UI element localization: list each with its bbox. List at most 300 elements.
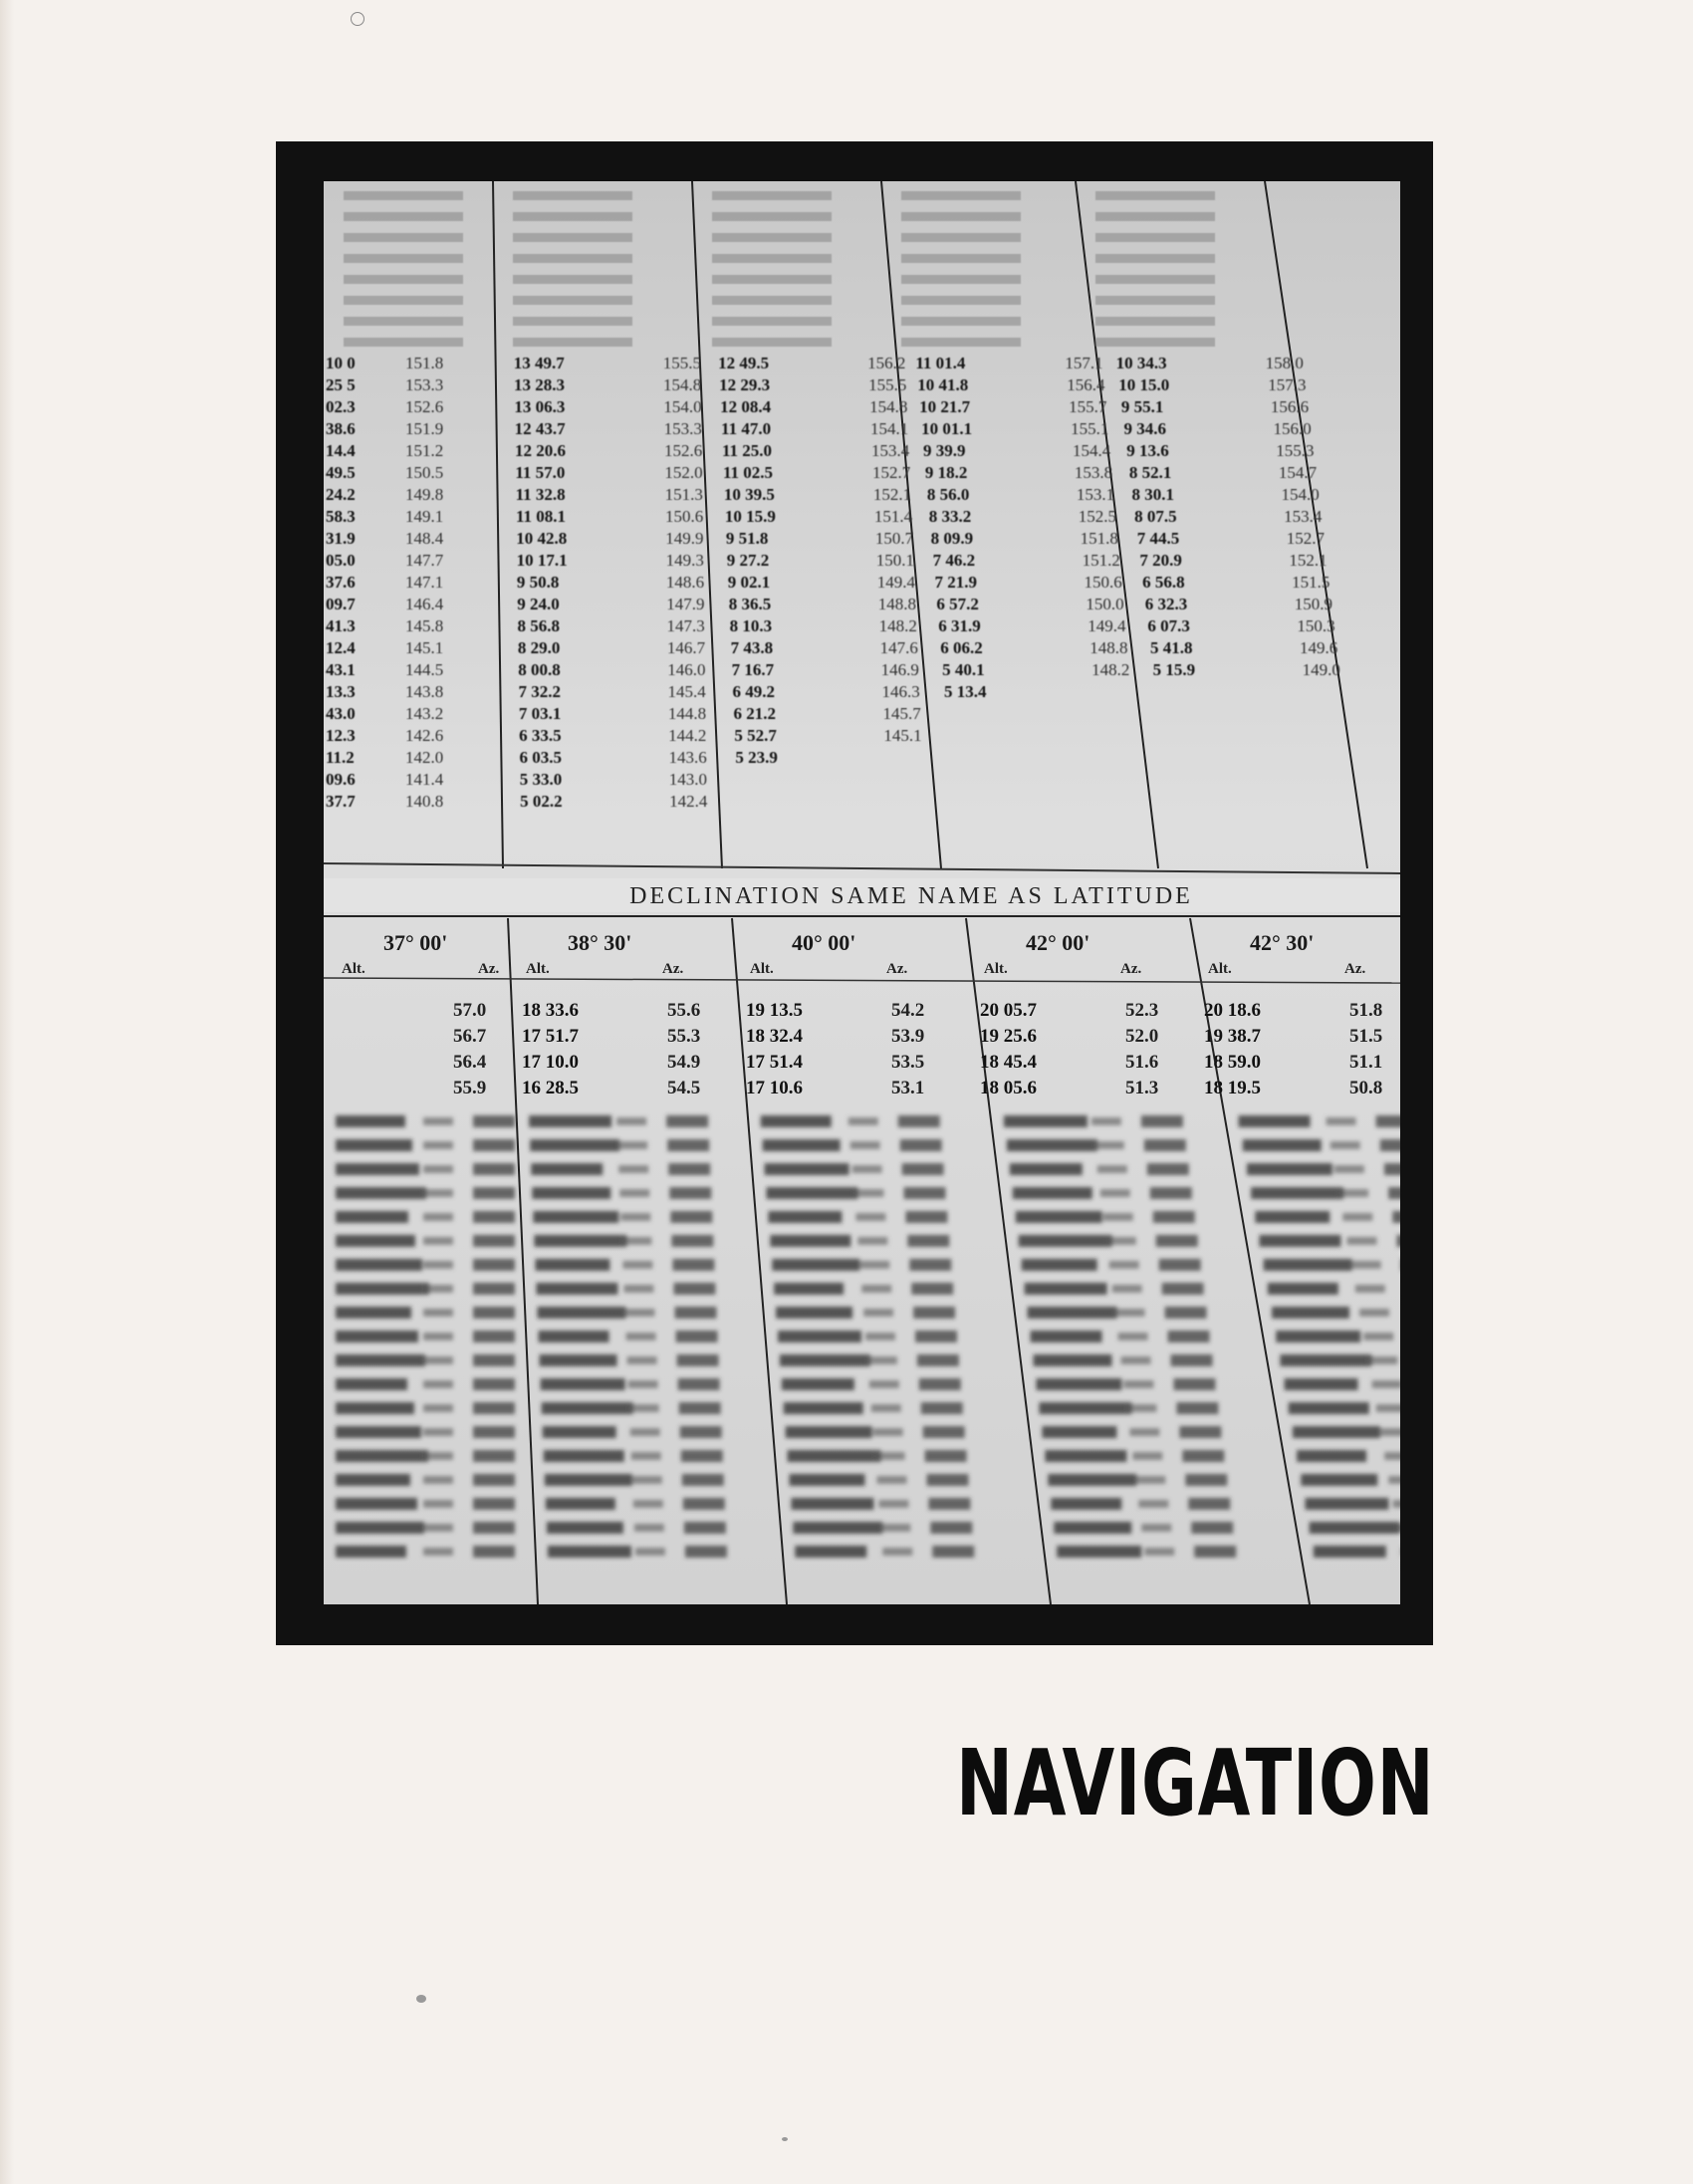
- paper-speck: [416, 1995, 426, 2003]
- blurred-az: [1147, 1163, 1189, 1175]
- az-value: 152.6: [405, 397, 444, 416]
- az-value: 157.3: [1268, 375, 1307, 394]
- blurred-alt: [1028, 1307, 1117, 1319]
- blurred-alt: [1042, 1426, 1116, 1438]
- az-value: 53.1: [891, 1078, 925, 1098]
- column-header: 42° 00': [1026, 930, 1090, 955]
- blurred-diff: [634, 1524, 664, 1532]
- blurred-az: [1384, 1163, 1400, 1175]
- blurred-az: [473, 1378, 515, 1390]
- blurred-alt: [533, 1211, 618, 1223]
- blurred-az: [917, 1354, 959, 1366]
- blurred-alt: [1251, 1187, 1343, 1199]
- blurred-az: [681, 1450, 723, 1462]
- alt-value: 8 52.1: [1128, 463, 1172, 482]
- blurred-az: [1185, 1474, 1227, 1486]
- blurred-diff: [423, 1548, 453, 1556]
- blurred-alt: [772, 1259, 859, 1271]
- az-value: 52.3: [1125, 1000, 1159, 1021]
- blurred-alt: [1285, 1378, 1358, 1390]
- blurred-diff: [633, 1500, 663, 1508]
- alt-value: 13 06.3: [514, 397, 566, 416]
- alt-value: 11 02.5: [722, 463, 774, 482]
- blurred-alt: [545, 1474, 632, 1486]
- alt-value: 5 40.1: [942, 660, 985, 679]
- blurred-alt: [788, 1450, 881, 1462]
- az-value: 153.4: [871, 441, 910, 460]
- az-value: 54.9: [667, 1052, 701, 1073]
- blurred-diff: [1126, 1404, 1156, 1412]
- az-value: 152.7: [871, 463, 911, 482]
- blurred-diff: [1132, 1452, 1162, 1460]
- blurred-az: [667, 1139, 709, 1151]
- az-value: 150.6: [1084, 573, 1122, 592]
- blurred-diff: [1141, 1524, 1171, 1532]
- alt-value: 9 18.2: [924, 463, 968, 482]
- az-value: 151.8: [1080, 529, 1118, 548]
- az-value: 152.7: [1286, 529, 1326, 548]
- blurred-alt: [336, 1187, 426, 1199]
- alt-value: 9 24.0: [517, 595, 560, 613]
- faint-row: [513, 212, 632, 221]
- blurred-alt: [1272, 1307, 1349, 1319]
- az-value: 147.3: [666, 616, 705, 635]
- az-value: 147.1: [405, 573, 444, 592]
- blurred-diff: [423, 1356, 453, 1364]
- blurred-diff: [423, 1165, 453, 1173]
- faint-row: [712, 296, 832, 305]
- az-value: 151.5: [1292, 573, 1330, 592]
- az-value: 55.6: [667, 1000, 701, 1021]
- blurred-az: [907, 1235, 949, 1247]
- blurred-alt: [1293, 1426, 1380, 1438]
- az-value: 154.7: [1278, 463, 1318, 482]
- alt-value: 6 06.2: [940, 638, 983, 657]
- blurred-alt: [770, 1235, 850, 1247]
- blurred-alt: [1239, 1115, 1311, 1127]
- blurred-alt: [1004, 1115, 1088, 1127]
- az-value: 143.0: [668, 770, 708, 789]
- blurred-alt: [1036, 1378, 1121, 1390]
- blurred-diff: [423, 1309, 453, 1317]
- blurred-diff: [1100, 1189, 1130, 1197]
- blurred-az: [1392, 1211, 1400, 1223]
- blurred-az: [676, 1331, 718, 1342]
- az-value: 149.4: [1088, 616, 1126, 635]
- az-value: 150.3: [1297, 616, 1335, 635]
- alt-value: 58.3: [326, 507, 356, 526]
- blurred-diff: [423, 1285, 453, 1293]
- blurred-alt: [1019, 1235, 1112, 1247]
- blurred-alt: [1301, 1474, 1377, 1486]
- blurred-az: [473, 1163, 515, 1175]
- blurred-az: [473, 1546, 515, 1558]
- blurred-alt: [529, 1115, 611, 1127]
- alt-value: 37.7: [326, 792, 356, 811]
- az-value: 153.3: [405, 375, 444, 394]
- faint-row: [344, 254, 463, 263]
- blurred-alt: [336, 1474, 410, 1486]
- blurred-az: [1396, 1235, 1400, 1247]
- blurred-alt: [1048, 1474, 1136, 1486]
- alt-value: 9 34.6: [1123, 419, 1167, 438]
- blurred-az: [1176, 1402, 1218, 1414]
- az-value: 155.7: [1069, 397, 1107, 416]
- blurred-alt: [1054, 1522, 1131, 1534]
- az-value: 151.9: [405, 419, 444, 438]
- az-value: 152.5: [1078, 507, 1116, 526]
- blurred-diff: [1115, 1309, 1145, 1317]
- blurred-diff: [423, 1500, 453, 1508]
- az-value: 150.7: [874, 529, 914, 548]
- alt-value: 25 5: [326, 375, 356, 394]
- az-value: 150.6: [664, 507, 704, 526]
- az-value: 152.1: [872, 485, 912, 504]
- alt-value: 11 57.0: [515, 463, 566, 482]
- blurred-az: [905, 1211, 947, 1223]
- blurred-az: [685, 1546, 727, 1558]
- blurred-alt: [1057, 1546, 1141, 1558]
- blurred-az: [927, 1474, 969, 1486]
- alt-value: 12 20.6: [515, 441, 566, 460]
- page-title: NAVIGATION: [956, 1730, 1435, 1836]
- az-value: 53.9: [891, 1026, 925, 1047]
- blurred-alt: [336, 1331, 418, 1342]
- faint-row: [344, 317, 463, 326]
- az-value: 147.7: [405, 551, 444, 570]
- alt-value: 37.6: [326, 573, 356, 592]
- faint-row: [901, 296, 1021, 305]
- blurred-alt: [336, 1378, 407, 1390]
- blurred-diff: [423, 1380, 453, 1388]
- az-sub-header: Az.: [662, 961, 684, 977]
- blurred-az: [923, 1426, 965, 1438]
- blurred-az: [669, 1187, 711, 1199]
- az-value: 146.0: [667, 660, 706, 679]
- az-value: 151.2: [1082, 551, 1120, 570]
- az-value: 148.8: [1089, 638, 1128, 657]
- blurred-diff: [1123, 1380, 1153, 1388]
- az-value: 147.6: [879, 638, 918, 657]
- blurred-diff: [616, 1117, 646, 1125]
- faint-row: [1095, 275, 1215, 284]
- blurred-diff: [629, 1404, 659, 1412]
- blurred-az: [1144, 1139, 1186, 1151]
- blurred-az: [925, 1450, 967, 1462]
- az-value: 148.4: [405, 529, 444, 548]
- alt-value: 10 42.8: [516, 529, 568, 548]
- blurred-diff: [1376, 1404, 1400, 1412]
- blurred-az: [1171, 1354, 1213, 1366]
- blurred-diff: [1144, 1548, 1174, 1556]
- alt-value: 12 29.3: [719, 375, 771, 394]
- blurred-diff: [635, 1548, 665, 1556]
- alt-value: 43.0: [326, 704, 356, 723]
- blurred-alt: [791, 1498, 873, 1510]
- blurred-diff: [1094, 1141, 1124, 1149]
- column-header: 37° 00': [383, 930, 448, 955]
- alt-value: 9 02.1: [727, 573, 771, 592]
- blurred-az: [473, 1426, 515, 1438]
- blurred-az: [473, 1187, 515, 1199]
- blurred-alt: [1025, 1283, 1107, 1295]
- blurred-az: [1165, 1307, 1207, 1319]
- alt-value: 11 25.0: [722, 441, 773, 460]
- blurred-az: [1153, 1211, 1195, 1223]
- blurred-az: [1159, 1259, 1201, 1271]
- blurred-az: [909, 1259, 951, 1271]
- blurred-diff: [857, 1237, 887, 1245]
- blurred-az: [1156, 1235, 1198, 1247]
- alt-value: 6 03.5: [519, 748, 562, 767]
- blurred-alt: [790, 1474, 865, 1486]
- faint-row: [513, 296, 632, 305]
- alt-value: 11 32.8: [515, 485, 566, 504]
- blurred-az: [900, 1139, 942, 1151]
- alt-value: 13 28.3: [514, 375, 566, 394]
- blurred-az: [675, 1307, 717, 1319]
- blurred-az: [473, 1498, 515, 1510]
- faint-row: [1095, 296, 1215, 305]
- alt-value: 8 56.0: [926, 485, 970, 504]
- az-value: 155.5: [662, 354, 701, 372]
- blurred-az: [1173, 1378, 1215, 1390]
- az-value: 56.7: [453, 1026, 487, 1047]
- az-value: 145.1: [405, 638, 444, 657]
- az-value: 156.2: [867, 354, 906, 372]
- alt-value: 10 21.7: [919, 397, 971, 416]
- az-value: 52.0: [1125, 1026, 1159, 1047]
- blurred-alt: [1259, 1235, 1340, 1247]
- blurred-diff: [1135, 1476, 1165, 1484]
- blurred-diff: [423, 1452, 453, 1460]
- faint-row: [344, 212, 463, 221]
- alt-value: 7 16.7: [731, 660, 775, 679]
- alt-value: 24.2: [326, 485, 356, 504]
- blurred-az: [684, 1522, 726, 1534]
- column-header: 40° 00': [792, 930, 856, 955]
- alt-value: 5 13.4: [944, 682, 987, 701]
- faint-row: [344, 338, 463, 347]
- az-value: 150.1: [875, 551, 915, 570]
- blurred-alt: [1289, 1402, 1369, 1414]
- blurred-diff: [1106, 1237, 1136, 1245]
- blurred-diff: [1327, 1117, 1356, 1125]
- faint-row: [901, 191, 1021, 200]
- az-value: 51.5: [1349, 1026, 1383, 1047]
- alt-value: 13.3: [326, 682, 356, 701]
- blurred-diff: [1118, 1333, 1148, 1340]
- blurred-diff: [617, 1141, 647, 1149]
- blurred-alt: [336, 1522, 424, 1534]
- alt-value: 10 39.5: [723, 485, 775, 504]
- az-value: 151.4: [873, 507, 913, 526]
- blurred-alt: [336, 1426, 421, 1438]
- alt-value: 20 18.6: [1204, 1000, 1261, 1021]
- blurred-alt: [544, 1450, 624, 1462]
- alt-value: 8 33.2: [928, 507, 972, 526]
- blurred-diff: [632, 1476, 662, 1484]
- blurred-az: [473, 1115, 515, 1127]
- alt-value: 16 28.5: [522, 1078, 579, 1098]
- az-value: 54.2: [891, 1000, 925, 1021]
- alt-value: 8 00.8: [518, 660, 561, 679]
- declination-banner: [324, 878, 1400, 916]
- blurred-diff: [869, 1380, 899, 1388]
- az-value: 142.0: [405, 748, 444, 767]
- page-edge: [0, 0, 14, 2184]
- faint-row: [712, 191, 832, 200]
- banner-text: DECLINATION SAME NAME AS LATITUDE: [629, 883, 1193, 909]
- blurred-az: [473, 1331, 515, 1342]
- blurred-alt: [1243, 1139, 1322, 1151]
- faint-row: [1095, 254, 1215, 263]
- faint-row: [712, 254, 832, 263]
- blurred-az: [1168, 1331, 1210, 1342]
- blurred-alt: [538, 1307, 626, 1319]
- az-value: 55.3: [667, 1026, 701, 1047]
- alt-value: 43.1: [326, 660, 356, 679]
- az-value: 142.4: [669, 792, 708, 811]
- alt-value: 8 07.5: [1134, 507, 1177, 526]
- blurred-alt: [540, 1354, 617, 1366]
- blurred-alt: [1314, 1546, 1386, 1558]
- az-value: 155.1: [1071, 419, 1109, 438]
- blurred-alt: [1247, 1163, 1332, 1175]
- blurred-diff: [423, 1141, 453, 1149]
- az-value: 149.0: [1302, 660, 1340, 679]
- blurred-alt: [336, 1211, 408, 1223]
- blurred-az: [1191, 1522, 1233, 1534]
- blurred-diff: [1097, 1165, 1127, 1173]
- alt-value: 5 52.7: [734, 726, 777, 745]
- az-value: 151.8: [405, 354, 444, 372]
- blurred-az: [671, 1235, 713, 1247]
- az-value: 143.2: [405, 704, 444, 723]
- alt-value: 18 05.6: [980, 1078, 1037, 1098]
- az-value: 145.8: [405, 616, 444, 635]
- az-value: 56.4: [453, 1052, 487, 1073]
- az-sub-header: Az.: [1344, 961, 1366, 977]
- blurred-alt: [548, 1546, 631, 1558]
- blurred-alt: [1013, 1187, 1092, 1199]
- blurred-alt: [1280, 1354, 1371, 1366]
- alt-value: 11.2: [326, 748, 355, 767]
- alt-value: 6 32.3: [1144, 595, 1188, 613]
- blurred-az: [915, 1331, 957, 1342]
- az-value: 145.1: [883, 726, 922, 745]
- blurred-diff: [423, 1404, 453, 1412]
- blurred-diff: [848, 1117, 878, 1125]
- az-value: 154.8: [663, 375, 702, 394]
- blurred-diff: [1380, 1428, 1400, 1436]
- blurred-alt: [780, 1354, 870, 1366]
- faint-row: [1095, 317, 1215, 326]
- alt-value: 5 02.2: [520, 792, 563, 811]
- blurred-az: [673, 1283, 715, 1295]
- alt-value: 09.7: [326, 595, 356, 613]
- blurred-diff: [423, 1333, 453, 1340]
- alt-value: 31.9: [326, 529, 356, 548]
- faint-row: [344, 191, 463, 200]
- alt-value: 9 51.8: [725, 529, 769, 548]
- blurred-alt: [1264, 1259, 1352, 1271]
- blurred-az: [932, 1546, 974, 1558]
- az-value: 154.8: [869, 397, 908, 416]
- blurred-diff: [1372, 1380, 1400, 1388]
- blurred-az: [1188, 1498, 1230, 1510]
- az-value: 51.1: [1349, 1052, 1383, 1073]
- blurred-alt: [793, 1522, 882, 1534]
- az-value: 149.8: [405, 485, 444, 504]
- az-value: 155.5: [868, 375, 907, 394]
- blurred-alt: [336, 1402, 414, 1414]
- blurred-diff: [855, 1213, 885, 1221]
- blurred-alt: [1045, 1450, 1126, 1462]
- alt-value: 7 46.2: [932, 551, 976, 570]
- blurred-az: [1150, 1187, 1192, 1199]
- blurred-alt: [778, 1331, 861, 1342]
- blurred-diff: [1342, 1213, 1372, 1221]
- faint-row: [513, 317, 632, 326]
- blurred-alt: [543, 1426, 616, 1438]
- alt-value: 10 17.1: [516, 551, 568, 570]
- blurred-az: [913, 1307, 955, 1319]
- blurred-diff: [423, 1524, 453, 1532]
- alt-value: 10 01.1: [921, 419, 973, 438]
- blurred-alt: [1268, 1283, 1338, 1295]
- az-value: 145.7: [882, 704, 921, 723]
- column-header: 38° 30': [568, 930, 632, 955]
- az-value: 55.9: [453, 1078, 487, 1098]
- blurred-diff: [875, 1452, 905, 1460]
- blurred-az: [904, 1187, 946, 1199]
- blurred-alt: [1297, 1450, 1366, 1462]
- alt-value: 17 51.7: [522, 1026, 579, 1047]
- blurred-diff: [423, 1189, 453, 1197]
- alt-value: 7 03.1: [518, 704, 562, 723]
- alt-value: 6 21.2: [733, 704, 776, 723]
- alt-value: 17 10.6: [746, 1078, 803, 1098]
- alt-value: 20 05.7: [980, 1000, 1037, 1021]
- blurred-diff: [1346, 1237, 1376, 1245]
- blurred-az: [1162, 1283, 1204, 1295]
- blurred-diff: [867, 1356, 897, 1364]
- blurred-az: [473, 1259, 515, 1271]
- alt-value: 10 41.8: [917, 375, 969, 394]
- az-value: 148.2: [1091, 660, 1130, 679]
- alt-value: 9 50.8: [516, 573, 560, 592]
- blurred-az: [678, 1378, 720, 1390]
- alt-sub-header: Alt.: [1208, 961, 1232, 977]
- alt-value: 7 21.9: [934, 573, 977, 592]
- blurred-alt: [786, 1426, 872, 1438]
- paper-speck: [782, 2137, 788, 2141]
- az-value: 152.1: [1289, 551, 1328, 570]
- blurred-diff: [1338, 1189, 1368, 1197]
- blurred-az: [672, 1259, 714, 1271]
- blurred-alt: [774, 1283, 844, 1295]
- blurred-alt: [1051, 1498, 1121, 1510]
- blurred-diff: [863, 1309, 893, 1317]
- blurred-alt: [547, 1522, 623, 1534]
- blurred-az: [682, 1474, 724, 1486]
- faint-row: [1095, 191, 1215, 200]
- blurred-alt: [768, 1211, 842, 1223]
- blurred-diff: [861, 1285, 891, 1293]
- blurred-alt: [782, 1378, 854, 1390]
- az-value: 152.0: [664, 463, 703, 482]
